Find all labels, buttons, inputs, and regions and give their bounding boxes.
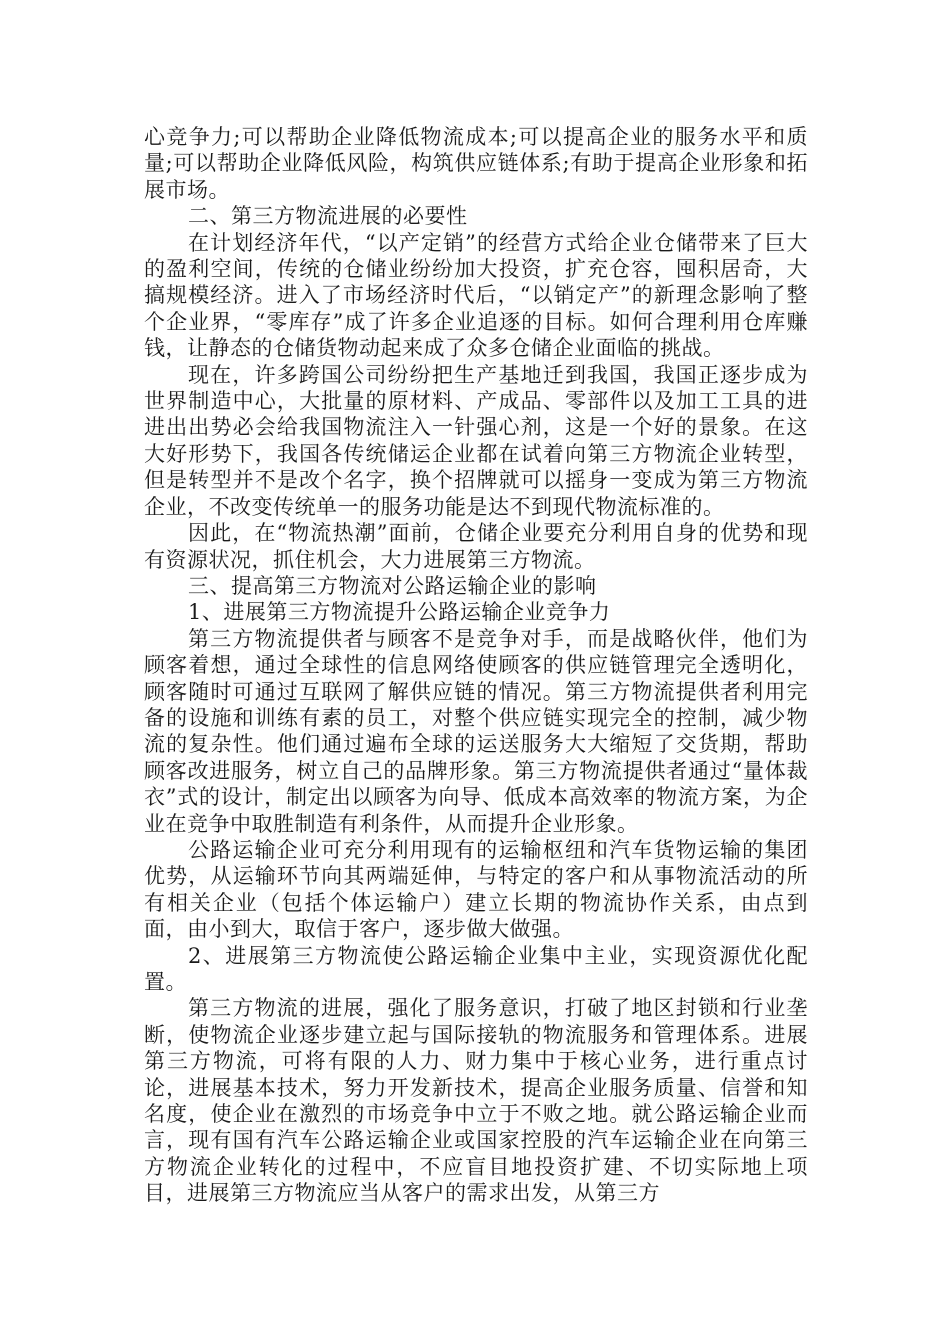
subheading-2: 2、进展第三方物流使公路运输企业集中主业，实现资源优化配置。 [144, 943, 808, 994]
paragraph: 在计划经济年代，“以产定销”的经营方式给企业仓储带来了巨大的盈利空间，传统的仓储业纷纷加大投资，扩充仓容，囤积居奇，大搞规模经济。进入了市场经济时代后，“以销定产”的新理念影响了整个企业界，“零库存”成了许多企业追逐的目标。如何合理利用仓库赚钱，让静态的仓储货物动起来成了众多仓储企业面临的挑战。 [144, 230, 808, 361]
paragraph: 公路运输企业可充分利用现有的运输枢纽和汽车货物运输的集团优势，从运输环节向其两端延伸，与特定的客户和从事物流活动的所有相关企业（包括个体运输户）建立长期的物流协作关系，由点到面，由小到大，取信于客户，逐步做大做强。 [144, 837, 808, 942]
paragraph: 因此，在“物流热潮”面前，仓储企业要充分利用自身的优势和现有资源状况，抓住机会，大力进展第三方物流。 [144, 521, 808, 572]
subheading-1: 1、进展第三方物流提升公路运输企业竞争力 [188, 600, 611, 625]
paragraph: 第三方物流的进展，强化了服务意识，打破了地区封锁和行业垄断，使物流企业逐步建立起与国际接轨的物流服务和管理体系。进展第三方物流，可将有限的人力、财力集中于核心业务，进行重点讨论，进展基本技术，努力开发新技术，提高企业服务质量、信誉和知名度，使企业在激烈的市场竞争中立于不败之地。就公路运输企业而言，现有国有汽车公路运输企业或国家控股的汽车运输企业在向第三方物流企业转化的过程中，不应盲目地投资扩建、不切实际地上项目，进展第三方物流应当从客户的需求出发，从第三方 [144, 996, 808, 1206]
paragraph-continuation: 心竞争力;可以帮助企业降低物流成本;可以提高企业的服务水平和质量;可以帮助企业降低风险，构筑供应链体系;有助于提高企业形象和拓展市场。 [144, 125, 808, 202]
paragraph: 第三方物流提供者与顾客不是竞争对手，而是战略伙伴，他们为顾客着想，通过全球性的信息网络使顾客的供应链管理完全透明化，顾客随时可通过互联网了解供应链的情况。第三方物流提供者利用完备的设施和训练有素的员工，对整个供应链实现完全的控制，减少物流的复杂性。他们通过遍布全球的运送服务大大缩短了交货期，帮助顾客改进服务，树立自己的品牌形象。第三方物流提供者通过“量体裁衣”式的设计，制定出以顾客为向导、低成本高效率的物流方案，为企业在竞争中取胜制造有利条件，从而提升企业形象。 [144, 626, 808, 836]
section-heading-3: 三、提高第三方物流对公路运输企业的影响 [188, 573, 597, 598]
document-body [144, 124, 808, 1207]
section-heading-2: 二、第三方物流进展的必要性 [188, 204, 468, 229]
paragraph: 现在，许多跨国公司纷纷把生产基地迁到我国，我国正逐步成为世界制造中心，大批量的原材料、产成品、零部件以及加工工具的进进出出势必会给我国物流注入一针强心剂，这是一个好的景象。在这大好形势下，我国各传统储运企业都在试着向第三方物流企业转型，但是转型并不是改个名字，换个招牌就可以摇身一变成为第三方物流企业，不改变传统单一的服务功能是达不到现代物流标准的。 [144, 362, 808, 519]
